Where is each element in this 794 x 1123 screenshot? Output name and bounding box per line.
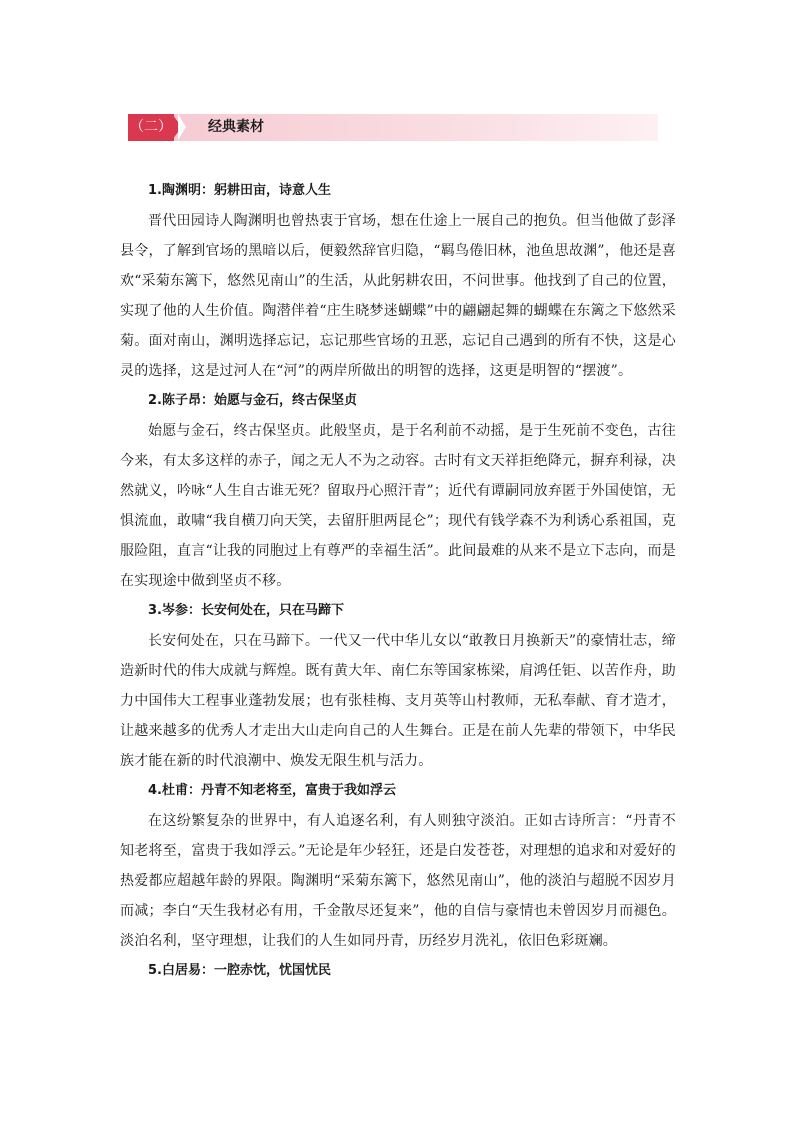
section-header: [128, 114, 658, 141]
document-body: [120, 176, 676, 986]
item-title: 5.白居易：一腔赤忱，忧国忧民: [148, 963, 331, 978]
chevron-decoration-icon: [178, 114, 186, 140]
item-body: 在这纷繁复杂的世界中，有人追逐名利，有人则独守淡泊。正如古诗所言：“丹青不知老将至，富贵于我如浮云。”无论是年少轻狂，还是白发苍苍，对理想的追求和对爱好的热爱都应超越年龄的界限。陶渊明“采菊东篱下，悠然见南山”，他的淡泊与超脱不因岁月而减；李白“天生我材必有用，千金散尽还复来”，他的自信与豪情也未曾因岁月而褪色。淡泊名利，坚守理想，让我们的人生如同丹青，历经岁月洗礼，依旧色彩斑斓。: [120, 813, 676, 949]
item-body: 晋代田园诗人陶渊明也曾热衷于官场，想在仕途上一展自己的抱负。但当他做了彭泽县令，了解到官场的黑暗以后，便毅然辞官归隐，“羁鸟倦旧林，池鱼思故渊”，他还是喜欢“采菊东篱下，悠然见南山”的生活，从此躬耕农田，不问世事。他找到了自己的位置，实现了他的人生价值。陶潜伴着“庄生晓梦迷蝴蝶”中的翩翩起舞的蝴蝶在东篱之下悠然采菊。面对南山，渊明选择忘记，忘记那些官场的丑恶，忘记自己遇到的所有不快，这是心灵的选择，这是过河人在“河”的两岸所做出的明智的选择，这更是明智的“摆渡”。: [120, 213, 676, 379]
item-title: 4.杜甫：丹青不知老将至，富贵于我如浮云: [148, 783, 396, 798]
item-body: 始愿与金石，终古保坚贞。此般坚贞，是于名利前不动摇，是于生死前不变色，古往今来，有太多这样的赤子，闻之无人不为之动容。古时有文天祥拒绝降元，摒弃利禄，决然就义，吟咏“人生自古谁无死？留取丹心照汗青”；近代有谭嗣同放弃匿于外国使馆，无惧流血，敢啸“我自横刀向天笑，去留肝胆两昆仑”；现代有钱学森不为利诱心系祖国，克服险阻，直言“让我的同胞过上有尊严的幸福生活”。此间最难的从来不是立下志向，而是在实现途中做到坚贞不移。: [120, 423, 676, 589]
item-title: 3.岑参：长安何处在，只在马蹄下: [148, 603, 344, 618]
section-number-tag: （二）: [128, 114, 174, 141]
item-title: 2.陈子昂：始愿与金石，终古保坚贞: [148, 393, 357, 408]
item-body: 长安何处在，只在马蹄下。一代又一代中华儿女以“敢教日月换新天”的豪情壮志，缔造新时代的伟大成就与辉煌。既有黄大年、南仁东等国家栋梁，肩鸿任钜、以苦作舟，助力中国伟大工程事业蓬勃发展；也有张桂梅、支月英等山村教师，无私奉献、育才造才，让越来越多的优秀人才走出大山走向自己的人生舞台。正是在前人先辈的带领下，中华民族才能在新的时代浪潮中、焕发无限生机与活力。: [120, 633, 676, 769]
item-title: 1.陶渊明：躬耕田亩，诗意人生: [148, 183, 331, 198]
section-title: 经典素材: [208, 119, 264, 135]
